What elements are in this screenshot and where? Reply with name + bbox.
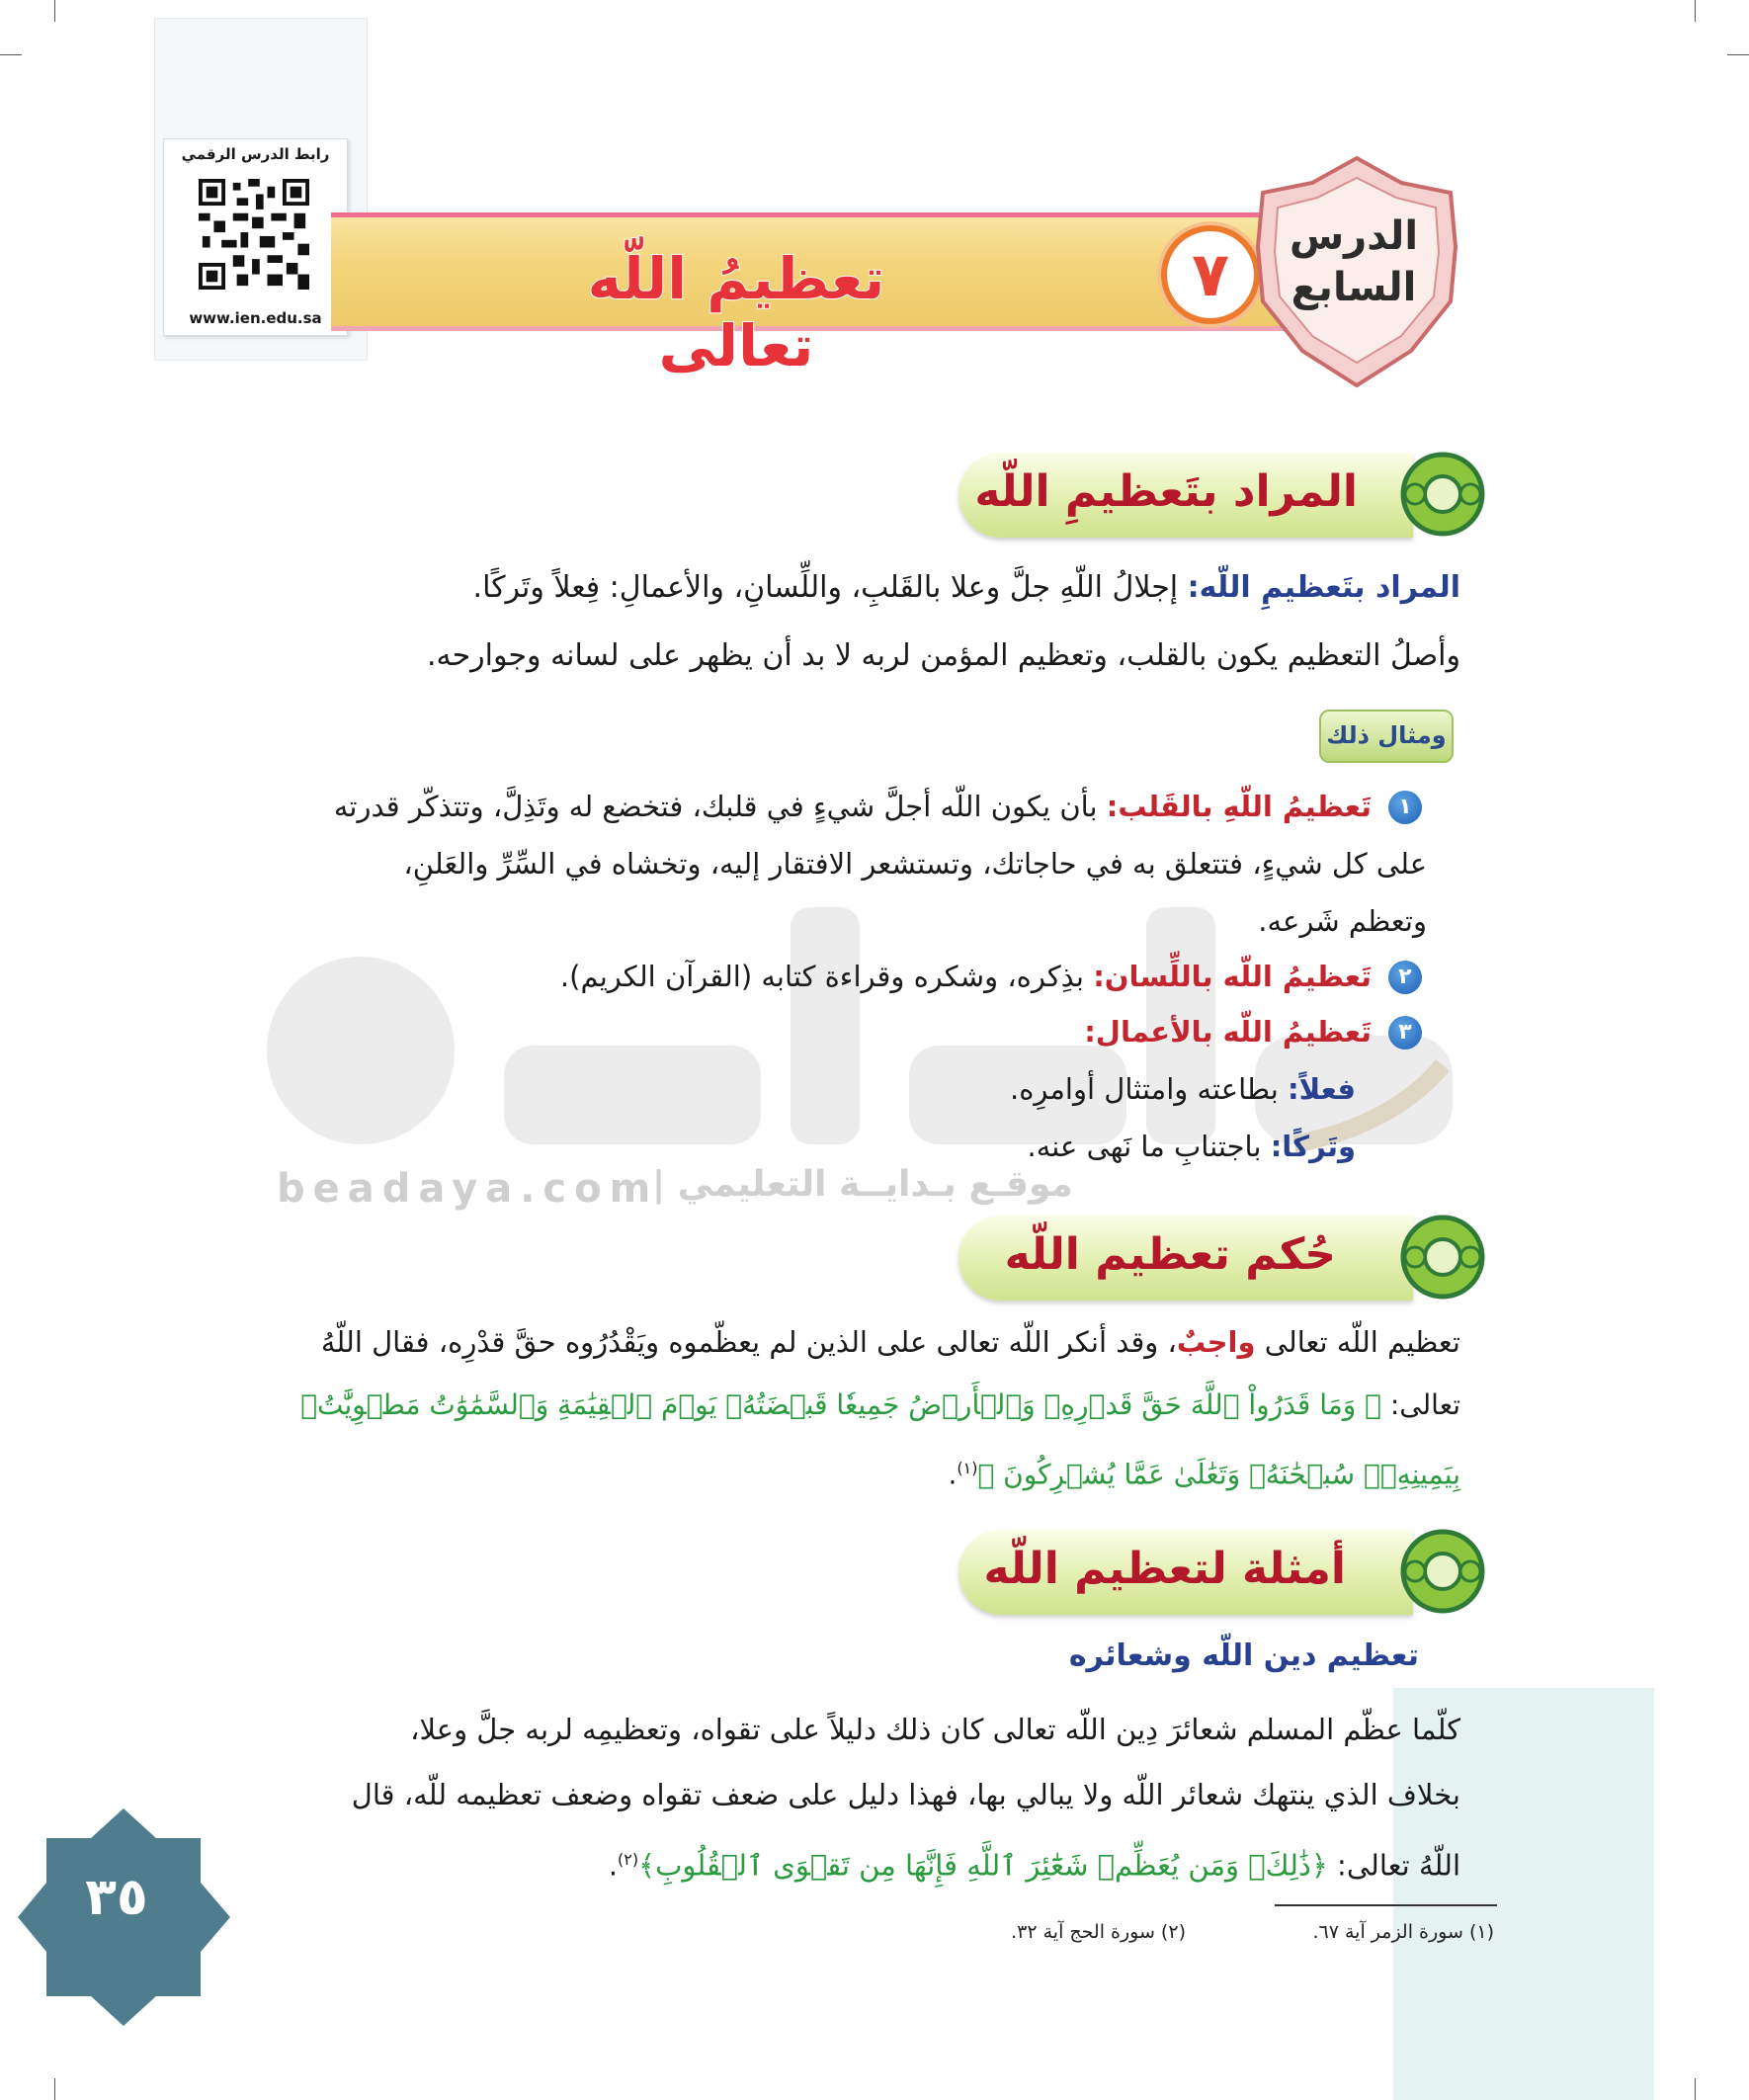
crop-mark bbox=[1695, 2078, 1696, 2100]
definition-paragraph bbox=[473, 566, 1460, 610]
tongue-item-text: بذِكره، وشكره وقراءة كتابه (القرآن الكريم). bbox=[559, 960, 1094, 993]
deeds-sub-line bbox=[1028, 1125, 1356, 1168]
footnote-ref[interactable]: (١) bbox=[957, 1459, 978, 1477]
item-number: ٣ bbox=[1388, 1016, 1422, 1050]
section-title-ruling: حُكم تعظيم اللّه bbox=[1004, 1229, 1336, 1280]
ornament-icon bbox=[1393, 1208, 1492, 1306]
heart-item-line: وتعظم شَرعه. bbox=[1258, 904, 1427, 938]
tongue-item-line bbox=[560, 955, 1372, 998]
qr-code-icon[interactable] bbox=[199, 179, 309, 290]
examples-paragraph: بخلاف الذي ينتهك شعائر اللّه ولا يبالي بها، فهذا دليل على ضعف تقواه وضعف تعظيمه للّه، قال bbox=[351, 1778, 1460, 1811]
section-title-meaning: المراد بتَعظيمِ اللّه bbox=[974, 466, 1358, 517]
watermark-url: beadaya.com bbox=[277, 1166, 659, 1212]
crop-mark bbox=[1727, 54, 1749, 55]
ornament-icon bbox=[1393, 1522, 1492, 1621]
heart-item-text: بأن يكون اللّه أجلَّ شيءٍ في قلبك، فتخضع له وتَذِلَّ، وتتذكّر قدرته bbox=[333, 790, 1107, 823]
crop-mark bbox=[0, 54, 22, 55]
examples-paragraph: كلّما عظّم المسلم شعائرَ دِين اللّه تعالى كان ذلك دليلاً على تقواه، وتعظيمِه لربه جلَّ وعلا، bbox=[410, 1713, 1460, 1746]
tongue-item-term: تَعظيمُ اللّه باللِّسان: bbox=[1093, 960, 1372, 993]
definition-term: المراد بتَعظيمِ اللّه: bbox=[1187, 570, 1460, 605]
qr-card[interactable] bbox=[163, 138, 348, 336]
footnote-ref[interactable]: (٢) bbox=[618, 1850, 639, 1869]
watermark-arabic: موقـع بـدايــة التعليمي | bbox=[652, 1164, 1073, 1205]
period: . bbox=[608, 1848, 619, 1883]
footnote-2: (٢) سورة الحج آية ٣٢. bbox=[1011, 1921, 1186, 1943]
lesson-number: ٧ bbox=[1161, 225, 1260, 324]
verse-line bbox=[948, 1447, 1460, 1496]
qr-url[interactable]: www.ien.edu.sa bbox=[189, 309, 322, 327]
crop-mark bbox=[54, 0, 55, 22]
deeds-sub-term: وتَركًا: bbox=[1270, 1130, 1356, 1163]
crop-mark bbox=[1695, 0, 1696, 22]
ruling-text: تعظيم اللّه تعالى bbox=[1255, 1325, 1460, 1359]
section-title-examples: أمثلة لتعظيم اللّه bbox=[983, 1544, 1346, 1594]
deeds-item-line bbox=[1084, 1010, 1372, 1053]
heart-item-term: تَعظيمُ اللّهِ بالقَلب: bbox=[1106, 790, 1372, 823]
footnote-divider bbox=[1275, 1904, 1497, 1906]
heart-item-line bbox=[334, 785, 1372, 828]
examples-paragraph bbox=[609, 1838, 1460, 1888]
crop-mark bbox=[54, 2078, 55, 2100]
footnote-1: (١) سورة الزمر آية ٦٧. bbox=[1312, 1921, 1494, 1943]
quran-verse: بِيَمِينِهِۦۚ سُبۡحَٰنَهُۥ وَتَعَٰلَىٰ عَمَّا يُشۡرِكُونَ ﴾ bbox=[977, 1458, 1460, 1491]
verse-line bbox=[300, 1384, 1460, 1427]
lesson-label: الدرس bbox=[1289, 213, 1419, 259]
verse-intro: تعالى: bbox=[1380, 1388, 1460, 1421]
deeds-sub-term: فعلاً: bbox=[1288, 1072, 1356, 1106]
page-number: ٣٥ bbox=[85, 1868, 148, 1927]
deeds-sub-text: باجتنابِ ما نَهى عنه. bbox=[1027, 1130, 1271, 1163]
example-tag: ومثال ذلك bbox=[1319, 710, 1454, 763]
verse-intro: اللّهُ تعالى: bbox=[1327, 1848, 1460, 1883]
qr-label: رابط الدرس الرقمي bbox=[181, 145, 330, 163]
root-paragraph: وأصلُ التعظيم يكون بالقلب، وتعظيم المؤمن لربه لا بد أن يظهر على لسانه وجوارحه. bbox=[427, 638, 1460, 673]
item-number: ٢ bbox=[1388, 961, 1422, 994]
deeds-sub-text: بطاعته وامتثال أوامرِه. bbox=[1009, 1072, 1289, 1106]
lesson-title: تعظيمُ اللّه تعالى bbox=[587, 245, 885, 379]
ruling-obligatory: واجبٌ bbox=[1176, 1325, 1256, 1359]
deeds-item-term: تَعظيمُ اللّه بالأعمال: bbox=[1084, 1015, 1372, 1049]
item-number: ١ bbox=[1388, 791, 1422, 824]
deeds-sub-line bbox=[1010, 1067, 1356, 1111]
subheading: تعظيم دين اللّه وشعائره bbox=[1068, 1638, 1419, 1673]
lesson-ordinal: السابع bbox=[1291, 265, 1417, 310]
quran-verse: ﴿ذَٰلِكَۖ وَمَن يُعَظِّمۡ شَعَٰٓئِرَ ٱللَّهِ فَإِنَّهَا مِن تَقۡوَى ٱلۡقُلُوبِ﴾ bbox=[638, 1848, 1328, 1883]
ruling-text: ، وقد أنكر اللّه تعالى على الذين لم يعظّموه ويَقْدُرُوه حقَّ قدْرِه، فقال اللّهُ bbox=[320, 1325, 1177, 1359]
quran-verse: ﴿ وَمَا قَدَرُواْ ٱللَّهَ حَقَّ قَدۡرِهِۦ وَٱلۡأَرۡضُ جَمِيعٗا قَبۡضَتُهُۥ يَوۡمَ ٱلۡقِيَٰمَةِ وَٱلسَّمَٰوَٰتُ مَطۡوِيَّٰتُۢ bbox=[300, 1388, 1381, 1421]
ornament-icon bbox=[1393, 445, 1492, 544]
ruling-paragraph bbox=[321, 1320, 1460, 1364]
heart-item-line: على كل شيءٍ، فتتعلق به في حاجاتك، وتستشعر الافتقار إليه، وتخشاه في السِّرِّ والعَلنِ، bbox=[403, 847, 1427, 881]
period: . bbox=[948, 1458, 958, 1491]
definition-text: إجلالُ اللّهِ جلَّ وعلا بالقَلبِ، واللِّسانِ، والأعمالِ: فِعلاً وتَركًا. bbox=[472, 570, 1188, 605]
